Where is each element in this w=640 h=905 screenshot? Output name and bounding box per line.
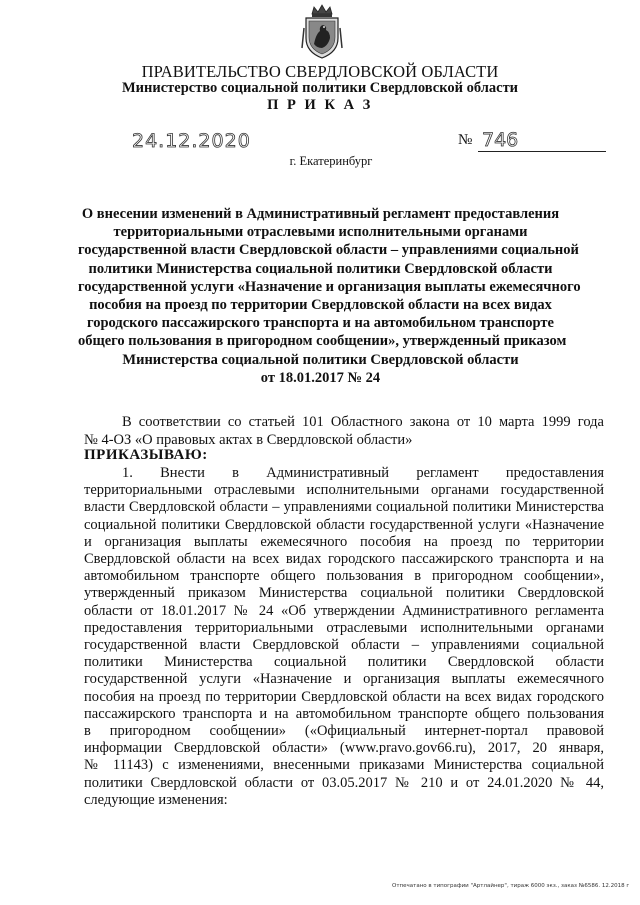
body-line: Свердловской области на всех видах городского пассажирского транспорта и на [84,551,604,568]
body-line: политики Министерства социальной политики Свердловской области [84,654,604,671]
document-type-heading: П Р И К А З [267,97,373,113]
body-line: государственной власти Свердловской области – управлениями социальной [84,637,604,654]
body-line: и организация выплаты ежемесячного пособия на проезд по территории [84,533,604,550]
body-line: политики Свердловской области от 03.05.2017 № 210 и от 24.01.2020 № 44, [84,774,604,791]
body-line: пассажирского транспорта и на автомобильном транспорте общего пользования [84,705,604,722]
body-line: следующие изменения: [84,791,228,808]
body-line: власти Свердловской области – управлениями социальной политики Министерства [84,499,604,516]
body-line: автомобильном транспорте общего пользования в пригородном сообщении», [84,568,604,585]
body-line: информации Свердловской области» (www.pravo.gov66.ru), 2017, 20 января, [84,740,604,757]
order-body [84,465,604,809]
body-line: № 11143) с изменениями, внесенными приказами Министерства социальной [84,757,604,774]
print-footer: Отпечатано в типографии "Артлайнер", тираж 6000 экз., заказ №6586. 12.2018 г [392,883,630,889]
title-line: государственной власти Свердловской области – управлениями социальной [78,242,579,259]
city-line: г. Екатеринбург [289,154,373,168]
body-line: предоставления территориальными отраслевыми исполнительными органами [84,619,604,636]
preamble-line: В соответствии со статьей 101 Областного закона от 10 марта 1999 года [122,414,604,430]
document-title [78,205,581,387]
title-line: пособия на проезд по территории Свердловской области на всех видах [89,297,552,314]
title-line: политики Министерства социальной политики Свердловской области [88,260,553,277]
title-line: общего пользования в пригородном сообщении», утвержденный приказом [78,333,567,350]
government-heading: ПРАВИТЕЛЬСТВО СВЕРДЛОВСКОЙ ОБЛАСТИ [141,62,499,81]
handwritten-date: 24.12.2020 [132,130,251,152]
title-line: государственной услуги «Назначение и организация выплаты ежемесячного [78,278,581,295]
preamble [84,413,604,449]
handwritten-number: 746 [478,129,606,152]
coat-of-arms-emblem [300,4,344,60]
order-word: ПРИКАЗЫВАЮ: [84,447,208,463]
preamble-line: № 4-ОЗ «О правовых актах в Свердловской области» [84,432,413,448]
title-line: О внесении изменений в Административный регламент предоставления [81,206,560,222]
body-line: в пригородном сообщении» («Официальный интернет-портал правовой [84,723,604,740]
body-line: пособия на проезд по территории Свердловской области на всех видах городского [84,688,604,705]
title-line: от 18.01.2017 № 24 [260,369,381,386]
title-line: Министерства социальной политики Свердловской области [122,351,519,368]
body-line: 1. Внести в Административный регламент предоставления [122,465,604,481]
body-line: социальной политики Свердловской области государственной услуги «Назначение [84,516,604,533]
body-line: утвержденный приказом Министерства социальной политики Свердловской [84,585,604,602]
number-sign: № [458,132,473,148]
body-line: области от 18.01.2017 № 24 «Об утверждении Административного регламента [84,602,604,619]
body-line: территориальными отраслевыми исполнительными органами государственной [84,482,604,499]
body-line: государственной услуги «Назначение и организация выплаты ежемесячного [84,671,604,688]
title-line: территориальными отраслевыми исполнительными органами [113,224,528,241]
title-line: городского пассажирского транспорта и на автомобильном транспорте [87,315,554,332]
ministry-heading: Министерство социальной политики Свердловской области [121,80,519,96]
